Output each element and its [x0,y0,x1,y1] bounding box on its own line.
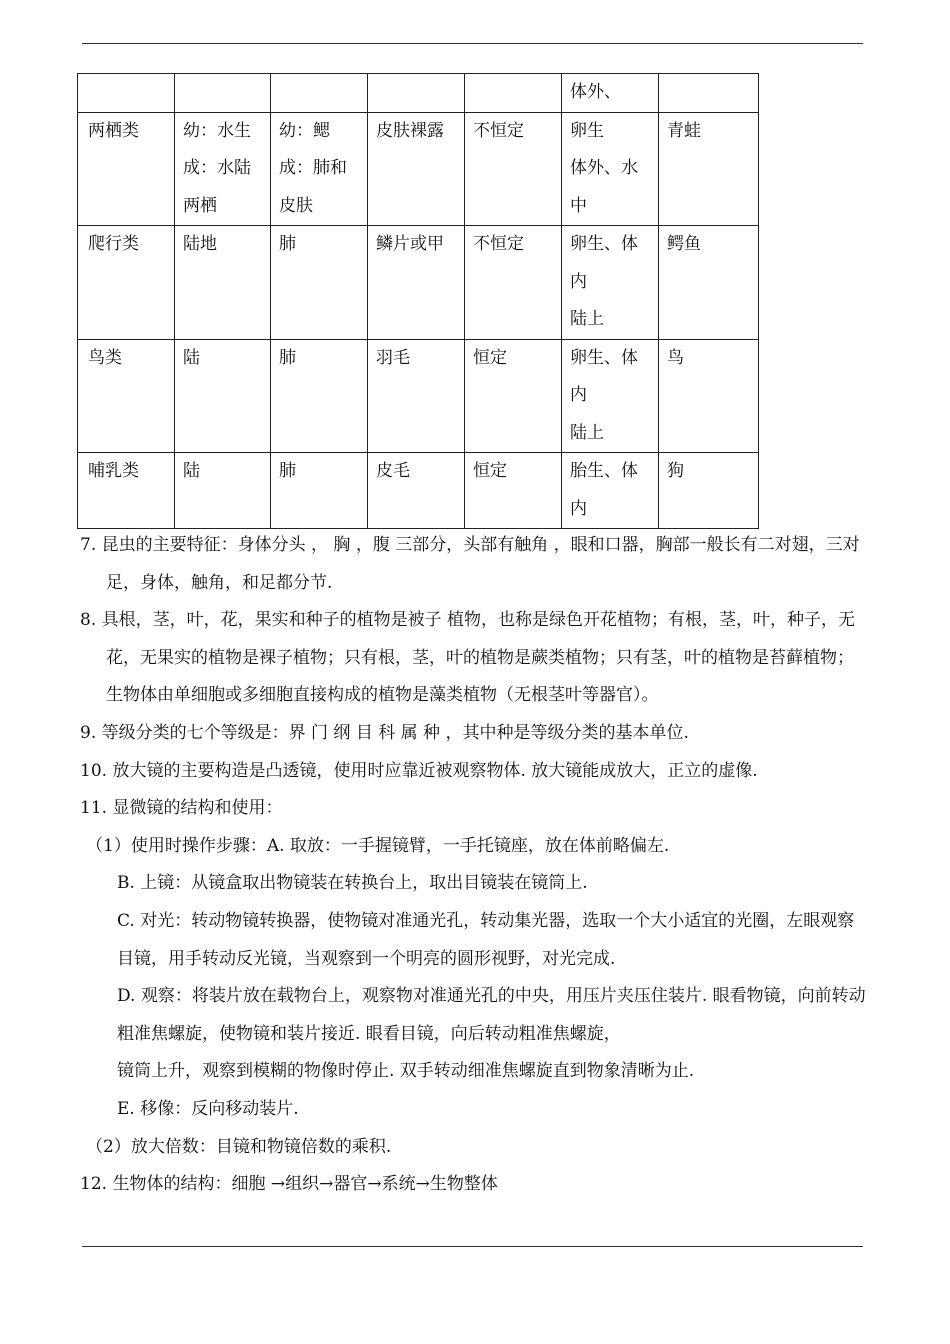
item-11: 11. 显微镜的结构和使用： [80,798,283,819]
table-row [78,112,759,226]
table-cell: 狗 [659,453,759,529]
item-11-2: （2）放大倍数：目镜和物镜倍数的乘积. [86,1136,392,1157]
table-cell: 不恒定 [465,226,562,340]
table-cell: 幼：水生 成：水陆 两栖 [175,112,271,226]
table-cell: 陆地 [175,226,271,340]
item-12: 12. 生物体的结构：细胞 →组织→器官→系统→生物整体 [80,1174,498,1195]
table-cell: 卵生、体 内 陆上 [562,226,659,340]
table-cell: 青蛙 [659,112,759,226]
table-cell: 胎生、体 内 [562,453,659,529]
table-cell [175,74,271,113]
header-rule [82,43,863,44]
table-cell: 皮肤裸露 [368,112,465,226]
table-cell: 两栖类 [78,112,175,226]
step-c: C. 对光：转动物镜转换器，使物镜对准通光孔，转动集光器，选取一个大小适宜的光圈，左眼观察目镜，用手转动反光镜，当观察到一个明亮的圆形视野，对光完成. [117,910,855,969]
step-e: E. 移像：反向移动装片. [117,1098,299,1119]
item-9: 9. 等级分类的七个等级是：界 门 纲 目 科 属 种 ，其中种是等级分类的基本单位. [80,722,689,743]
table-row [78,453,759,529]
table-cell: 皮毛 [368,453,465,529]
table-row [78,339,759,453]
table-body [78,74,759,529]
table-cell: 鳄鱼 [659,226,759,340]
table-cell: 肺 [271,339,368,453]
table-cell: 哺乳类 [78,453,175,529]
table-cell [465,74,562,113]
table-row [78,74,759,113]
table-cell: 鸟类 [78,339,175,453]
table-cell: 羽毛 [368,339,465,453]
table-cell [368,74,465,113]
table-cell: 鳞片或甲 [368,226,465,340]
animal-classification-table [77,73,759,529]
item-11-1: （1）使用时操作步骤：A. 取放：一手握镜臂，一手托镜座，放在体前略偏左. [86,835,670,856]
table-cell: 肺 [271,226,368,340]
table-cell [78,74,175,113]
table-cell: 陆 [175,453,271,529]
table-cell [271,74,368,113]
table-row [78,226,759,340]
item-8: 8. 具根，茎，叶，花，果实和种子的植物是被子 植物，也称是绿色开花植物；有根，茎，叶，种子，无花，无果实的植物是裸子植物；只有根，茎，叶的植物是蕨类植物；只有茎，叶的植物是苔藓植物；生物体由单细胞或多细胞直接构成的植物是藻类植物（无根茎叶等器官）。 [80,610,856,706]
table-cell: 卵生 体外、水 中 [562,112,659,226]
table-cell: 恒定 [465,339,562,453]
step-b: B. 上镜：从镜盒取出物镜装在转换台上，取出目镜装在镜筒上. [117,873,588,894]
item-7: 7. 昆虫的主要特征：身体分头 ， 胸 ，腹 三部分，头部有触角 ，眼和口器，胸部一般长有二对翅，三对足，身体，触角，和足都分节. [80,535,860,593]
table-cell: 卵生、体 内 陆上 [562,339,659,453]
item-10: 10. 放大镜的主要构造是凸透镜，使用时应靠近被观察物体. 放大镜能成放大，正立的虚像. [80,760,758,781]
table-cell: 不恒定 [465,112,562,226]
step-d-continued: 镜筒上升，观察到模糊的物像时停止. 双手转动细准焦螺旋直到物象清晰为止. [117,1061,695,1082]
table-cell: 陆 [175,339,271,453]
notes-body [80,527,870,1204]
table-cell: 爬行类 [78,226,175,340]
footer-rule [82,1246,863,1247]
table-cell: 恒定 [465,453,562,529]
table-cell: 鸟 [659,339,759,453]
table-cell [659,74,759,113]
step-d: D. 观察：将装片放在载物台上，观察物对准通光孔的中央，用压片夹压住装片. 眼看物镜，向前转动粗准焦螺旋，使物镜和装片接近. 眼看目镜，向后转动粗准焦螺旋， [117,986,866,1044]
table-cell: 幼：鳃 成：肺和 皮肤 [271,112,368,226]
table-cell: 肺 [271,453,368,529]
table-cell: 体外、 [562,74,659,113]
